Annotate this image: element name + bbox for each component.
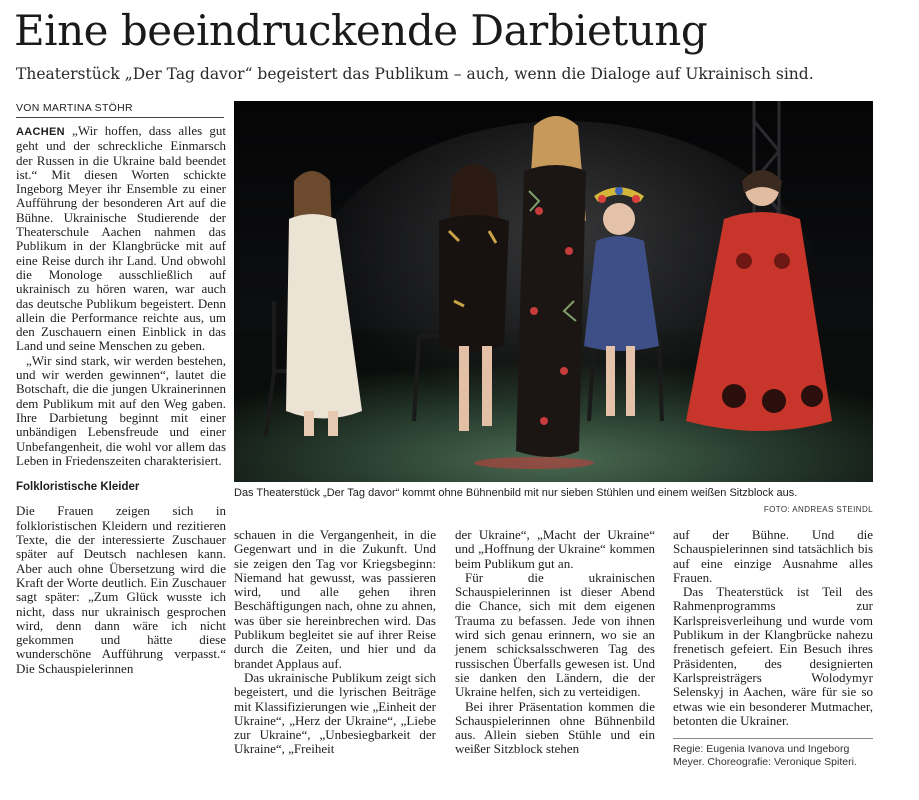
article-paragraph-5: Für die ukrainischen Schauspielerinnen ist dieser Abend die Chance, sich mit dem eigenen Trauma zu befassen. Jede von ihnen wird sich genau erinnern, wo sie an jenem schicksalsschweren Tag des russischen Überfalls gewesen ist. Und sie danken den Ländern, die der Ukraine helfen, sich zu verteidigen. (455, 569, 655, 700)
stage-photo-illustration (234, 101, 873, 482)
article-paragraph-4-continued: der Ukraine“, „Macht der Ukraine“ und „Hoffnung der Ukraine“ kommen beim Publikum gut an. (455, 527, 655, 571)
article-paragraph-2: „Wir sind stark, wir werden bestehen, und wir werden gewinnen“, lautet die Botschaft, die die jungen Ukrainerinnen dem Publikum mit auf den Weg gaben. Ihre Darbietung beginnt mit einer unbändigen Lebensfreude und einer Unbefangenheit, die wohl vor allem das Leben in Friedenszeiten charakterisiert. (16, 352, 226, 468)
article-paragraph-3: Die Frauen zeigen sich in folkloristischen Kleidern und rezitieren Texte, die der interessierte Zuschauer später auf Deutsch nachlesen kann. Aber auch ohne Übersetzung wird die Kraft der Worte deutlich. Ein Zuschauer sagt später: „Zum Glück wusste ich nicht, dass nur ukrainisch gesprochen wird, denn dann wäre ich nicht gekommen und hätte diese wunderschöne Aufführung verpasst.“ Die Schauspielerinnen (16, 503, 226, 676)
stage-photo (234, 101, 873, 482)
dateline: AACHEN (16, 126, 65, 138)
subheadline: Theaterstück „Der Tag davor“ begeistert das Publikum – auch, wenn die Dialoge auf Ukrainisch sind. (16, 65, 814, 83)
byline: VON MARTINA STÖHR (16, 101, 224, 118)
article-column-1 (16, 124, 226, 676)
article-paragraph-3-continued: schauen in die Vergangenheit, in die Gegenwart und in die Zukunft. Und sie zeigen den Tag vor Kriegsbeginn: Niemand hat gewusst, was passieren wird, und alle gehen ihren Beschäftigungen nach, ohne zu ahnen, was über sie hereinbrechen wird. Das Publikum begleitet sie auf ihrer Reise durch die Zeiten, und hier und da brandet Applaus auf. (234, 527, 436, 671)
article-paragraph-4: Das ukrainische Publikum zeigt sich begeistert, und die lyrischen Beiträge mit Klassifizierungen wie „Einheit der Ukraine“, „Herz der Ukraine“, „Liebe zur Ukraine“, „Unbesiegbarkeit der Ukraine“, „Freiheit (234, 669, 436, 757)
article-column-2 (234, 528, 436, 757)
photo-caption: Das Theaterstück „Der Tag davor“ kommt ohne Bühnenbild mit nur sieben Stühlen und einem weißen Sitzblock aus. (234, 487, 798, 499)
paragraph-1-text: „Wir hoffen, dass alles gut geht und der schreckliche Einmarsch der Russen in die Ukraine bald beendet ist.“ Mit diesen Worten schickte Ingeborg Meyer ihr Ensemble zu einer Aufführung der besonderen Art auf die Bühne. Ukrainische Studierende der Theaterschule Aachen nahmen das Publikum in der Klangbrücke mit auf eine Reise durch ihr Land. Und obwohl die Monologe ausschließlich auf ukrainisch zu hören waren, war auch das deutsche Publikum begeistert. Denn allein die Performance reichte aus, um den Zuschauern einen Einblick in das Land und seine Menschen zu geben. (16, 123, 226, 354)
article-paragraph-1 (16, 124, 226, 354)
article-column-3 (455, 528, 655, 757)
article-paragraph-7: Das Theaterstück ist Teil des Rahmenprogramms zur Karlspreisverleihung und wurde vom Publikum in der Klangbrücke nahezu frenetisch gefeiert. Ein Besuch ihres Präsidenten, des designierten Karlspreisträgers Wolodymyr Selenskyj in Aachen, wäre für sie so etwas wie ein besonderer Mutmacher, betonten die Ukrainer. (673, 584, 873, 728)
headline: Eine beeindruckende Darbietung (14, 6, 708, 55)
article-paragraph-6-continued: auf der Bühne. Und die Schauspielerinnen sind tatsächlich bis auf eine einzige Ausnahme alles Frauen. (673, 527, 873, 585)
photo-credit: FOTO: ANDREAS STEINDL (763, 505, 873, 514)
article-column-4 (673, 528, 873, 769)
article-paragraph-6: Bei ihrer Präsentation kommen die Schauspielerinnen ohne Bühnenbild aus. Allein sieben Stühle und ein weißer Sitzblock stehen (455, 698, 655, 757)
section-heading: Folkloristische Kleider (16, 481, 140, 494)
production-credits: Regie: Eugenia Ivanova und Ingeborg Meyer. Choreografie: Veronique Spiteri. (673, 738, 873, 769)
